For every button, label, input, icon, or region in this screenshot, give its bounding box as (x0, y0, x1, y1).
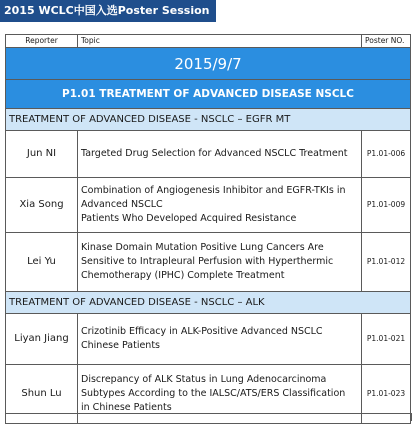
reporter-name: Liyan Jiang (6, 314, 78, 365)
reporter-name: Jun NI (6, 131, 78, 178)
poster-number: P1.01-006 (362, 131, 411, 178)
table-row (6, 178, 411, 233)
category-label: TREATMENT OF ADVANCED DISEASE - NSCLC – EGFR MT (6, 109, 411, 131)
poster-number: P1.01-012 (362, 233, 411, 292)
table-row (6, 314, 411, 365)
session-row (6, 80, 411, 109)
poster-topic (78, 233, 362, 292)
poster-number: P1.01-021 (362, 314, 411, 365)
reporter-name: Lei Yu (6, 233, 78, 292)
topic-line: Crizotinib Efficacy in ALK-Positive Advanced NSCLC (81, 326, 323, 337)
topic-line: Discrepancy of ALK Status in Lung Adenocarcinoma (81, 374, 327, 385)
topic-line: Patients Who Developed Acquired Resistance (81, 213, 297, 224)
poster-number: P1.01-009 (362, 178, 411, 233)
reporter-name: Xia Song (6, 178, 78, 233)
table-row (6, 131, 411, 178)
poster-number: P1.01-023 (362, 365, 411, 424)
table-row (6, 233, 411, 292)
header-poster-no: Poster NO. (362, 35, 411, 48)
header-row (6, 35, 411, 48)
topic-line: Sensitive to Intrapleural Perfusion with Hyperthermic (81, 256, 334, 267)
topic-line: Advanced NSCLC (81, 199, 163, 210)
category-label: TREATMENT OF ADVANCED DISEASE - NSCLC – ALK (6, 292, 411, 314)
topic-line: Chinese Patients (81, 340, 161, 351)
reporter-name: Shun Lu (6, 365, 78, 424)
topic-line: Chemotherapy (IPHC) Complete Treatment (81, 270, 285, 281)
topic-line: Targeted Drug Selection for Advanced NSCLC Treatment (81, 148, 348, 159)
topic-line: Kinase Domain Mutation Positive Lung Cancers Are (81, 242, 324, 253)
category-row (6, 292, 411, 314)
poster-session-table (5, 34, 411, 424)
topic-line: in Chinese Patients (81, 402, 172, 413)
poster-topic (78, 178, 362, 233)
header-reporter: Reporter (6, 35, 78, 48)
session-title: P1.01 TREATMENT OF ADVANCED DISEASE NSCLC (6, 80, 411, 109)
topic-line: Subtypes According to the IALSC/ATS/ERS Classification (81, 388, 346, 399)
banner-title: 2015 WCLC中国入选Poster Session (0, 0, 216, 22)
category-row (6, 109, 411, 131)
session-date: 2015/9/7 (6, 48, 411, 80)
poster-topic (78, 131, 362, 178)
header-topic: Topic (78, 35, 362, 48)
topic-line: Combination of Angiogenesis Inhibitor and EGFR-TKIs in (81, 185, 346, 196)
date-row (6, 48, 411, 80)
poster-topic (78, 314, 362, 365)
